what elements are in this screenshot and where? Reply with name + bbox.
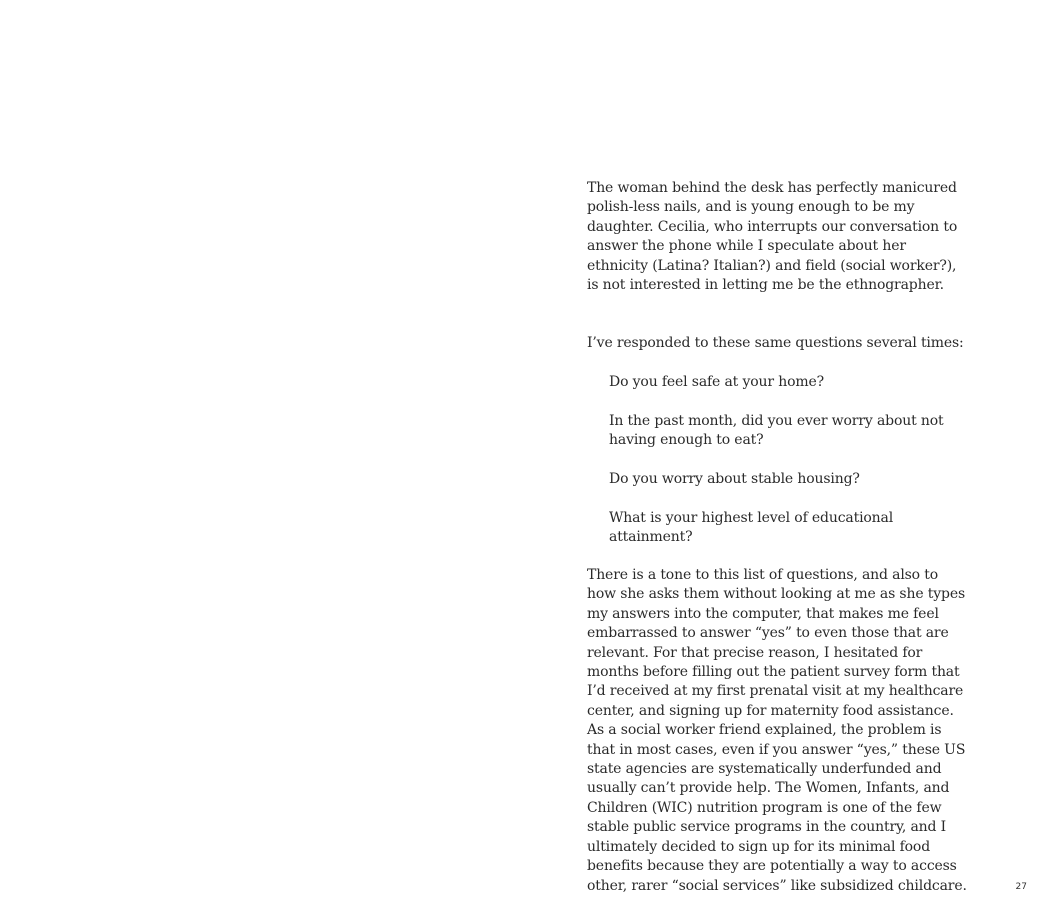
paragraph-reflection: There is a tone to this list of questions, and also to how she asks them without looking at me as she types my answers into the computer, that makes me feel embarrassed to answer “yes” to even those that are relevant. For that precise reason, I hesitated for months before filling out the patient survey form that I’d received at my first prenatal visit at my healthcare center, and signing up for maternity food assistance. As a social worker friend explained, the problem is that in most cases, even if you answer “yes,” these US state agencies are systematically underfunded and usually can’t provide help. The Women, Infants, and Children (WIC) nutrition program is one of the few stable public service programs in the country, and I ultimately decided to sign up for its minimal food benefits because they are potentially a way to access other, rarer “social services” like subsidized childcare.: [587, 567, 967, 894]
questions-lead-in: I’ve responded to these same questions several times:: [587, 335, 964, 351]
question-item: What is your highest level of educational attainment?: [609, 509, 894, 546]
question-item: Do you feel safe at your home?: [609, 374, 824, 390]
page-number: 27: [1015, 882, 1027, 892]
question-list: [609, 373, 969, 567]
question-item: Do you worry about stable housing?: [609, 471, 860, 487]
paragraph-intro-desk: The woman behind the desk has perfectly manicured polish-less nails, and is young enough to be my daughter. Cecilia, who interrupts our conversation to answer the phone while I speculate about her ethnicity (Latina? Italian?) and field (social worker?), is not interested in letting me be the ethnographer.: [587, 180, 958, 294]
question-item: In the past month, did you ever worry about not having enough to eat?: [609, 412, 944, 449]
